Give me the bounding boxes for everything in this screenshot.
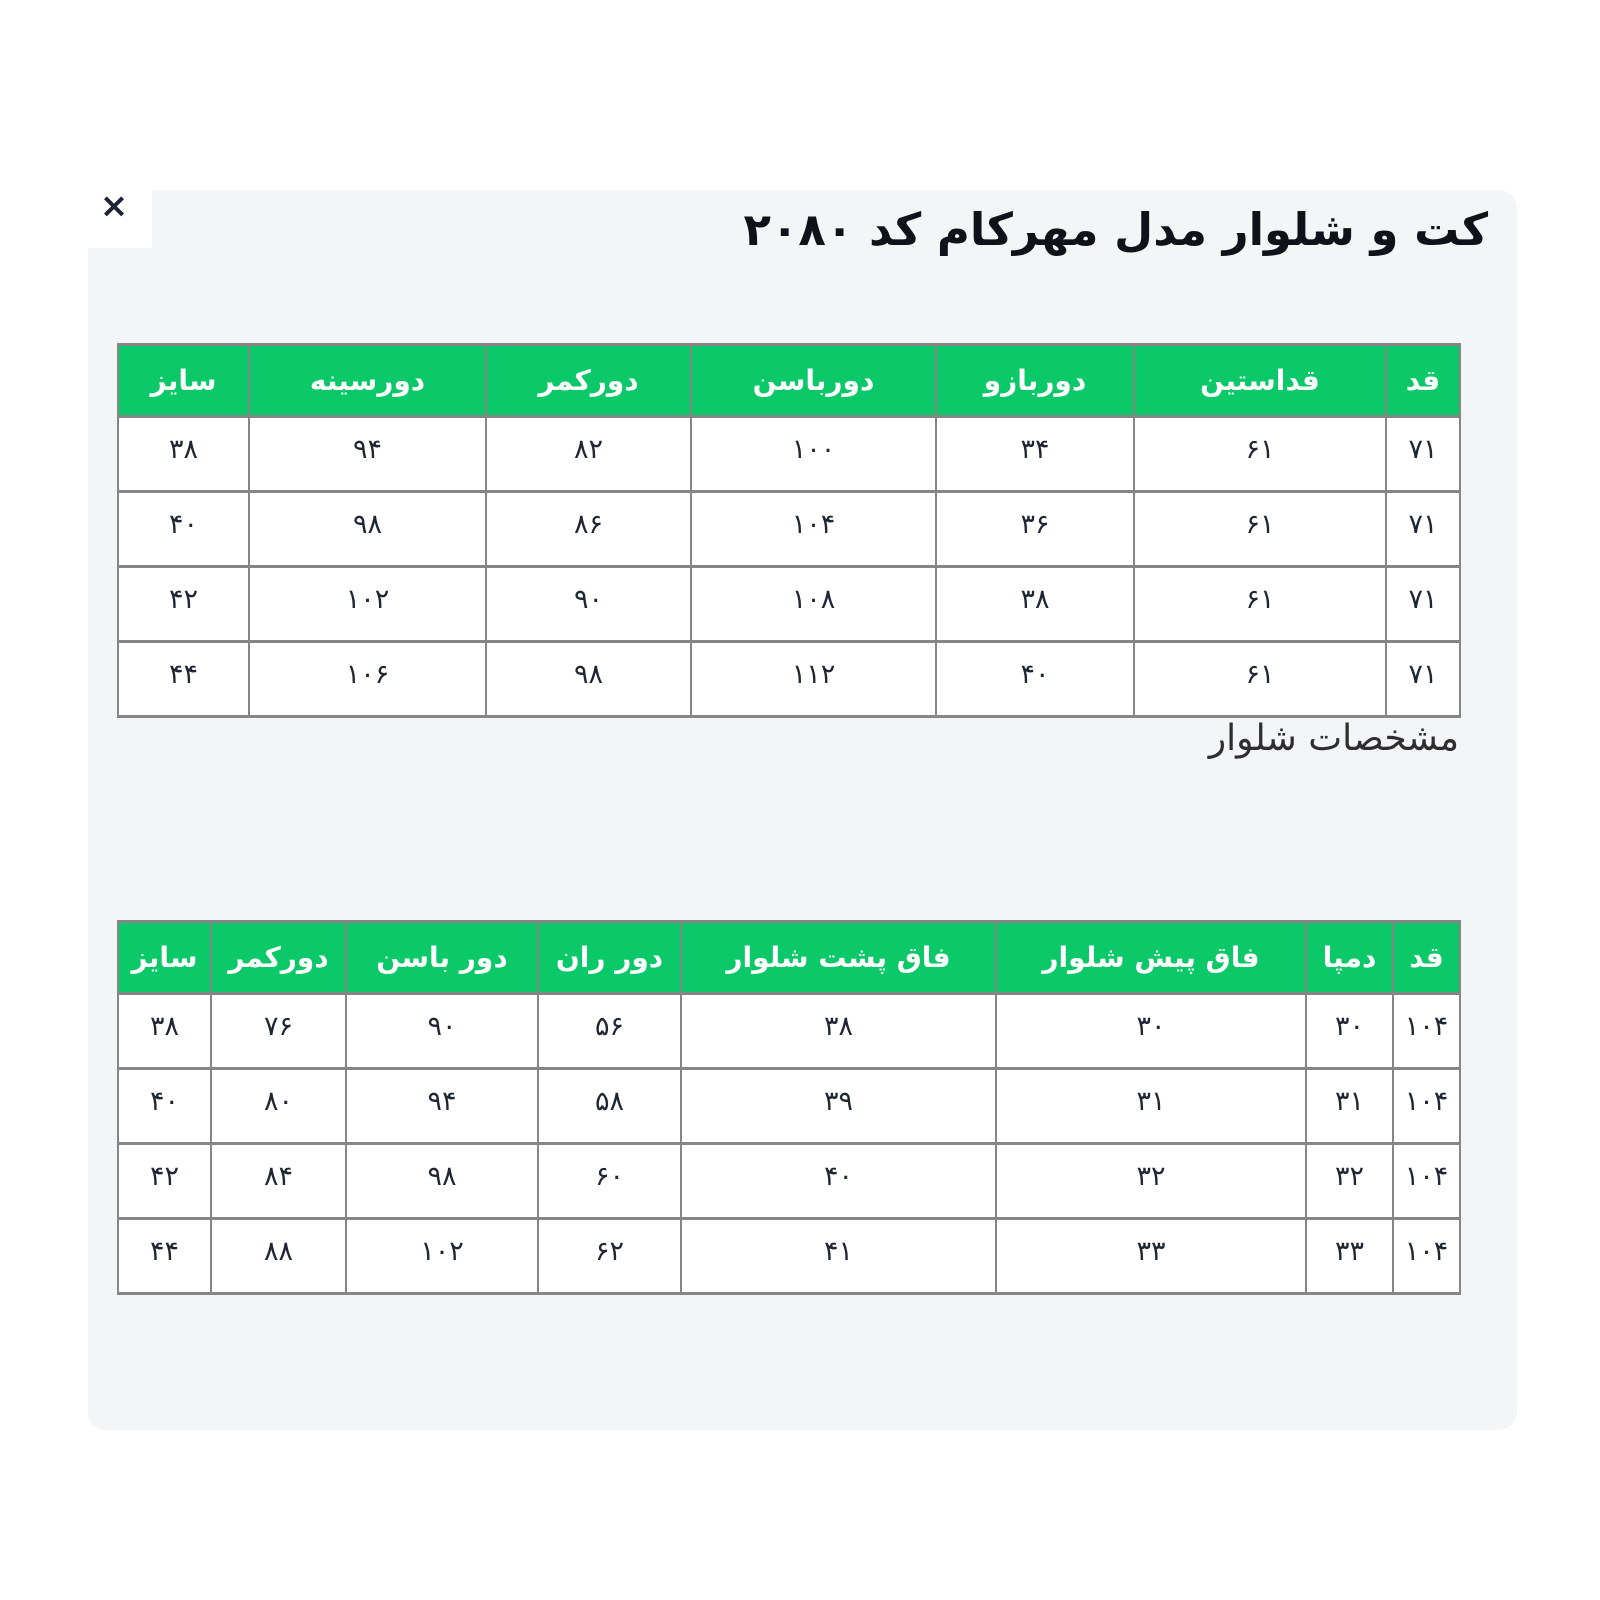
pants_table-cell: ۳۹ xyxy=(681,1069,996,1144)
pants_table-cell: ۱۰۴ xyxy=(1393,994,1460,1069)
jacket_table-header-cell: دوربازو xyxy=(936,345,1134,417)
pants_table-cell: ۴۴ xyxy=(118,1219,211,1294)
pants_table-header-cell: دورکمر xyxy=(211,922,346,994)
pants_table-cell: ۴۰ xyxy=(681,1144,996,1219)
jacket_table-cell: ۹۴ xyxy=(249,417,486,492)
pants_table-cell: ۳۰ xyxy=(996,994,1306,1069)
pants_table-header-cell: دور ران xyxy=(538,922,681,994)
pants-size-table xyxy=(117,920,1461,1295)
pants_table-row xyxy=(118,1069,1460,1144)
pants_table-cell: ۶۰ xyxy=(538,1144,681,1219)
pants_table-header-cell: فاق پیش شلوار xyxy=(996,922,1306,994)
jacket_table-cell: ۷۱ xyxy=(1386,417,1460,492)
pants_table-cell: ۸۰ xyxy=(211,1069,346,1144)
pants_table-cell: ۱۰۲ xyxy=(346,1219,538,1294)
pants_table-cell: ۹۸ xyxy=(346,1144,538,1219)
jacket_table-cell: ۳۸ xyxy=(118,417,249,492)
jacket_table-header-row xyxy=(118,345,1460,417)
pants_table-cell: ۳۱ xyxy=(996,1069,1306,1144)
jacket_table-header-cell: دورکمر xyxy=(486,345,691,417)
jacket_table-header-cell: سایز xyxy=(118,345,249,417)
jacket_table-row xyxy=(118,492,1460,567)
pants_table-cell: ۳۲ xyxy=(996,1144,1306,1219)
jacket_table-cell: ۷۱ xyxy=(1386,642,1460,717)
jacket_table-cell: ۹۸ xyxy=(249,492,486,567)
pants_table-cell: ۳۰ xyxy=(1306,994,1393,1069)
jacket_table-cell: ۳۶ xyxy=(936,492,1134,567)
jacket_table-header-cell: قد xyxy=(1386,345,1460,417)
pants-section-label: مشخصات شلوار xyxy=(1208,718,1459,759)
pants_table-cell: ۳۲ xyxy=(1306,1144,1393,1219)
jacket_table-cell: ۴۲ xyxy=(118,567,249,642)
jacket_table-cell: ۴۴ xyxy=(118,642,249,717)
jacket_table-cell: ۶۱ xyxy=(1134,642,1386,717)
pants_table-cell: ۴۰ xyxy=(118,1069,211,1144)
jacket_table-cell: ۴۰ xyxy=(936,642,1134,717)
pants_table-cell: ۱۰۴ xyxy=(1393,1069,1460,1144)
pants_table-row xyxy=(118,994,1460,1069)
jacket_table-cell: ۱۰۰ xyxy=(691,417,936,492)
jacket_table-row xyxy=(118,567,1460,642)
jacket_table-cell: ۳۴ xyxy=(936,417,1134,492)
pants_table-cell: ۹۴ xyxy=(346,1069,538,1144)
jacket_table-cell: ۷۱ xyxy=(1386,492,1460,567)
jacket_table-header-cell: قداستین xyxy=(1134,345,1386,417)
jacket_table-cell: ۳۸ xyxy=(936,567,1134,642)
pants_table-row xyxy=(118,1219,1460,1294)
pants_table-row xyxy=(118,1144,1460,1219)
jacket_table-cell: ۱۰۶ xyxy=(249,642,486,717)
jacket_table-cell: ۷۱ xyxy=(1386,567,1460,642)
pants_table-cell: ۳۸ xyxy=(681,994,996,1069)
pants_table-cell: ۵۸ xyxy=(538,1069,681,1144)
jacket_table-cell: ۱۰۸ xyxy=(691,567,936,642)
jacket_table-cell: ۴۰ xyxy=(118,492,249,567)
pants_table-header-cell: قد xyxy=(1393,922,1460,994)
jacket_table-cell: ۱۱۲ xyxy=(691,642,936,717)
close-button-background xyxy=(88,186,152,248)
jacket_table-cell: ۱۰۲ xyxy=(249,567,486,642)
close-icon[interactable]: × xyxy=(99,186,129,226)
pants_table-cell: ۳۸ xyxy=(118,994,211,1069)
pants_table-header-cell: فاق پشت شلوار xyxy=(681,922,996,994)
pants_table-cell: ۵۶ xyxy=(538,994,681,1069)
pants_table-cell: ۳۱ xyxy=(1306,1069,1393,1144)
jacket_table-cell: ۸۲ xyxy=(486,417,691,492)
page-title: کت و شلوار مدل مهرکام کد ۲۰۸۰ xyxy=(743,203,1488,256)
jacket_table-cell: ۶۱ xyxy=(1134,492,1386,567)
pants_table-cell: ۴۲ xyxy=(118,1144,211,1219)
jacket_table-cell: ۸۶ xyxy=(486,492,691,567)
pants_table-cell: ۳۳ xyxy=(1306,1219,1393,1294)
jacket_table-cell: ۱۰۴ xyxy=(691,492,936,567)
jacket_table-header-cell: دورسینه xyxy=(249,345,486,417)
pants_table-cell: ۷۶ xyxy=(211,994,346,1069)
pants_table-cell: ۹۰ xyxy=(346,994,538,1069)
jacket_table-cell: ۹۰ xyxy=(486,567,691,642)
pants_table-cell: ۱۰۴ xyxy=(1393,1219,1460,1294)
pants_table-header-cell: سایز xyxy=(118,922,211,994)
pants_table-cell: ۸۸ xyxy=(211,1219,346,1294)
jacket_table-cell: ۶۱ xyxy=(1134,417,1386,492)
pants_table-header-cell: دمپا xyxy=(1306,922,1393,994)
jacket-size-table xyxy=(117,343,1461,718)
pants_table-cell: ۱۰۴ xyxy=(1393,1144,1460,1219)
jacket_table-cell: ۶۱ xyxy=(1134,567,1386,642)
jacket_table-row xyxy=(118,642,1460,717)
pants_table-cell: ۶۲ xyxy=(538,1219,681,1294)
pants_table-cell: ۳۳ xyxy=(996,1219,1306,1294)
pants_table-header-cell: دور باسن xyxy=(346,922,538,994)
jacket_table-cell: ۹۸ xyxy=(486,642,691,717)
pants_table-cell: ۸۴ xyxy=(211,1144,346,1219)
jacket_table-header-cell: دورباسن xyxy=(691,345,936,417)
pants_table-cell: ۴۱ xyxy=(681,1219,996,1294)
jacket_table-row xyxy=(118,417,1460,492)
pants_table-header-row xyxy=(118,922,1460,994)
